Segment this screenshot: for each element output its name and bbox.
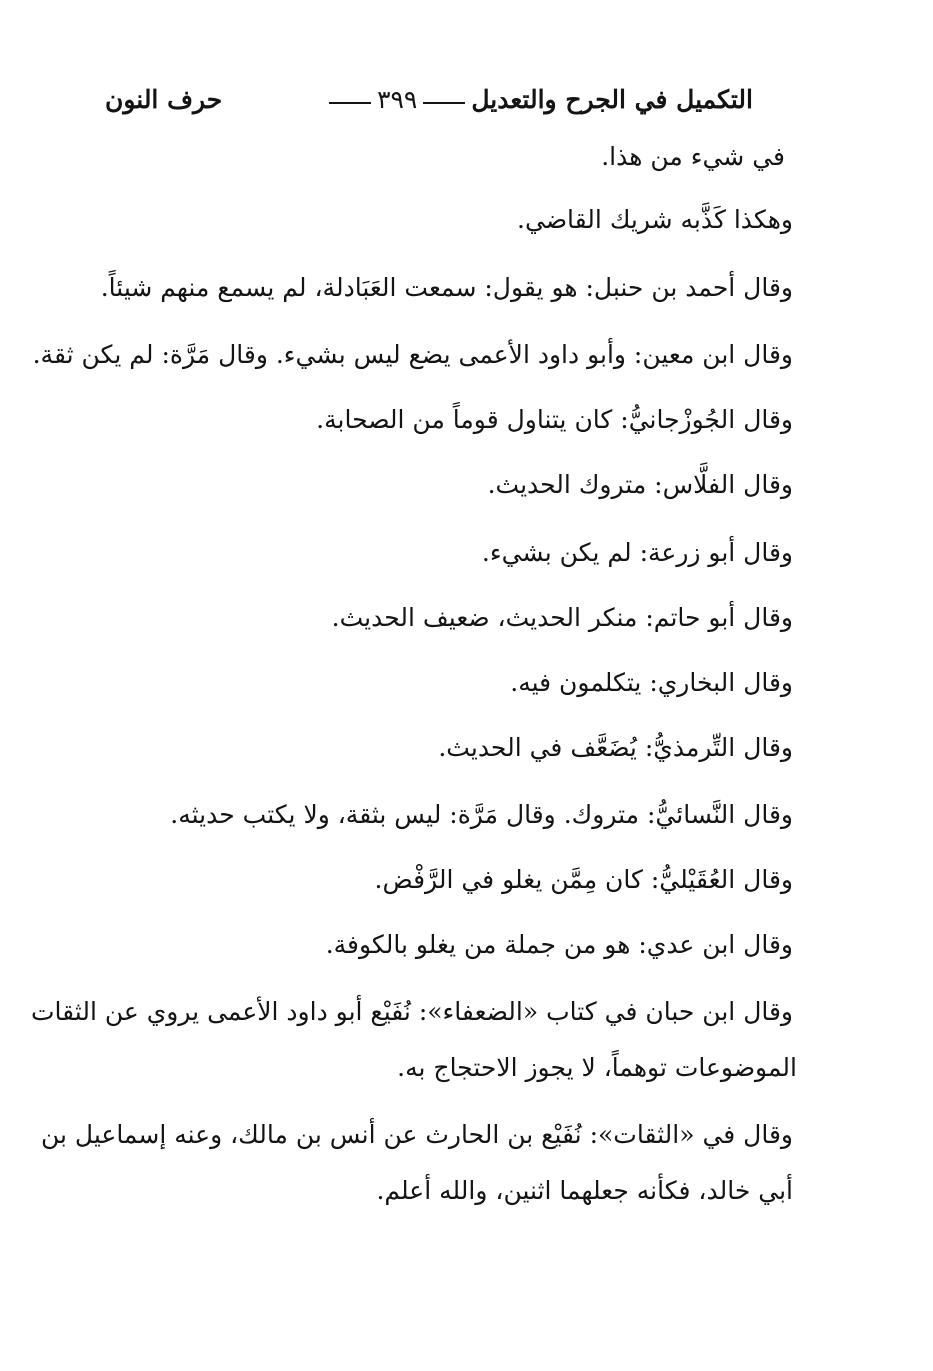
text-line-7: وقال أبو زرعة: لم يكن بشيء. [481,538,793,567]
book-title: التكميل في الجرح والتعديل [471,85,753,114]
paragraph-line: الموضوعات توهماً، لا يجوز الاحتجاج به. [397,1053,797,1082]
text-line-12: وقال العُقَيْليُّ: كان مِمَّن يغلو في الرَّفْض. [374,865,793,894]
section-title: حرف النون [105,85,223,114]
paragraph-thiqat [40,1120,793,1232]
text-line-10: وقال التِّرمذيُّ: يُضَعَّف في الحديث. [438,733,793,762]
text-line-11: وقال النَّسائيُّ: متروك. وقال مَرَّة: ليس بثقة، ولا يكتب حديثه. [170,800,793,829]
paragraph-line: وقال في «الثقات»: نُفَيْع بن الحارث عن أنس بن مالك، وعنه إسماعيل بن [40,1120,793,1149]
text-line-3: وقال أحمد بن حنبل: هو يقول: سمعت العَبَادلة، لم يسمع منهم شيئاً. [100,273,793,302]
text-line-6: وقال الفلَّاس: متروك الحديث. [487,470,793,499]
header-dash [423,102,465,104]
text-line-4: وقال ابن معين: وأبو داود الأعمى يضع ليس بشيء. وقال مَرَّة: لم يكن ثقة. [32,340,793,369]
paragraph-line: وقال ابن حبان في كتاب «الضعفاء»: نُفَيْع أبو داود الأعمى يروي عن الثقات [30,997,793,1026]
text-line-13: وقال ابن عدي: هو من جملة من يغلو بالكوفة. [325,930,793,959]
text-line-9: وقال البخاري: يتكلمون فيه. [510,668,793,697]
text-line-2: وهكذا كَذَّبه شريك القاضي. [517,205,793,234]
paragraph-line: أبي خالد، فكأنه جعلهما اثنين، والله أعلم. [376,1176,793,1205]
running-header [105,70,753,114]
text-line-8: وقال أبو حاتم: منكر الحديث، ضعيف الحديث. [331,603,793,632]
text-line-1: في شيء من هذا. [601,142,785,171]
text-line-5: وقال الجُوزْجانيُّ: كان يتناول قوماً من الصحابة. [316,405,793,434]
page-number: ٣٩٩ [377,85,418,114]
paragraph-ibn-hibban [30,997,797,1109]
header-dash [329,102,371,104]
